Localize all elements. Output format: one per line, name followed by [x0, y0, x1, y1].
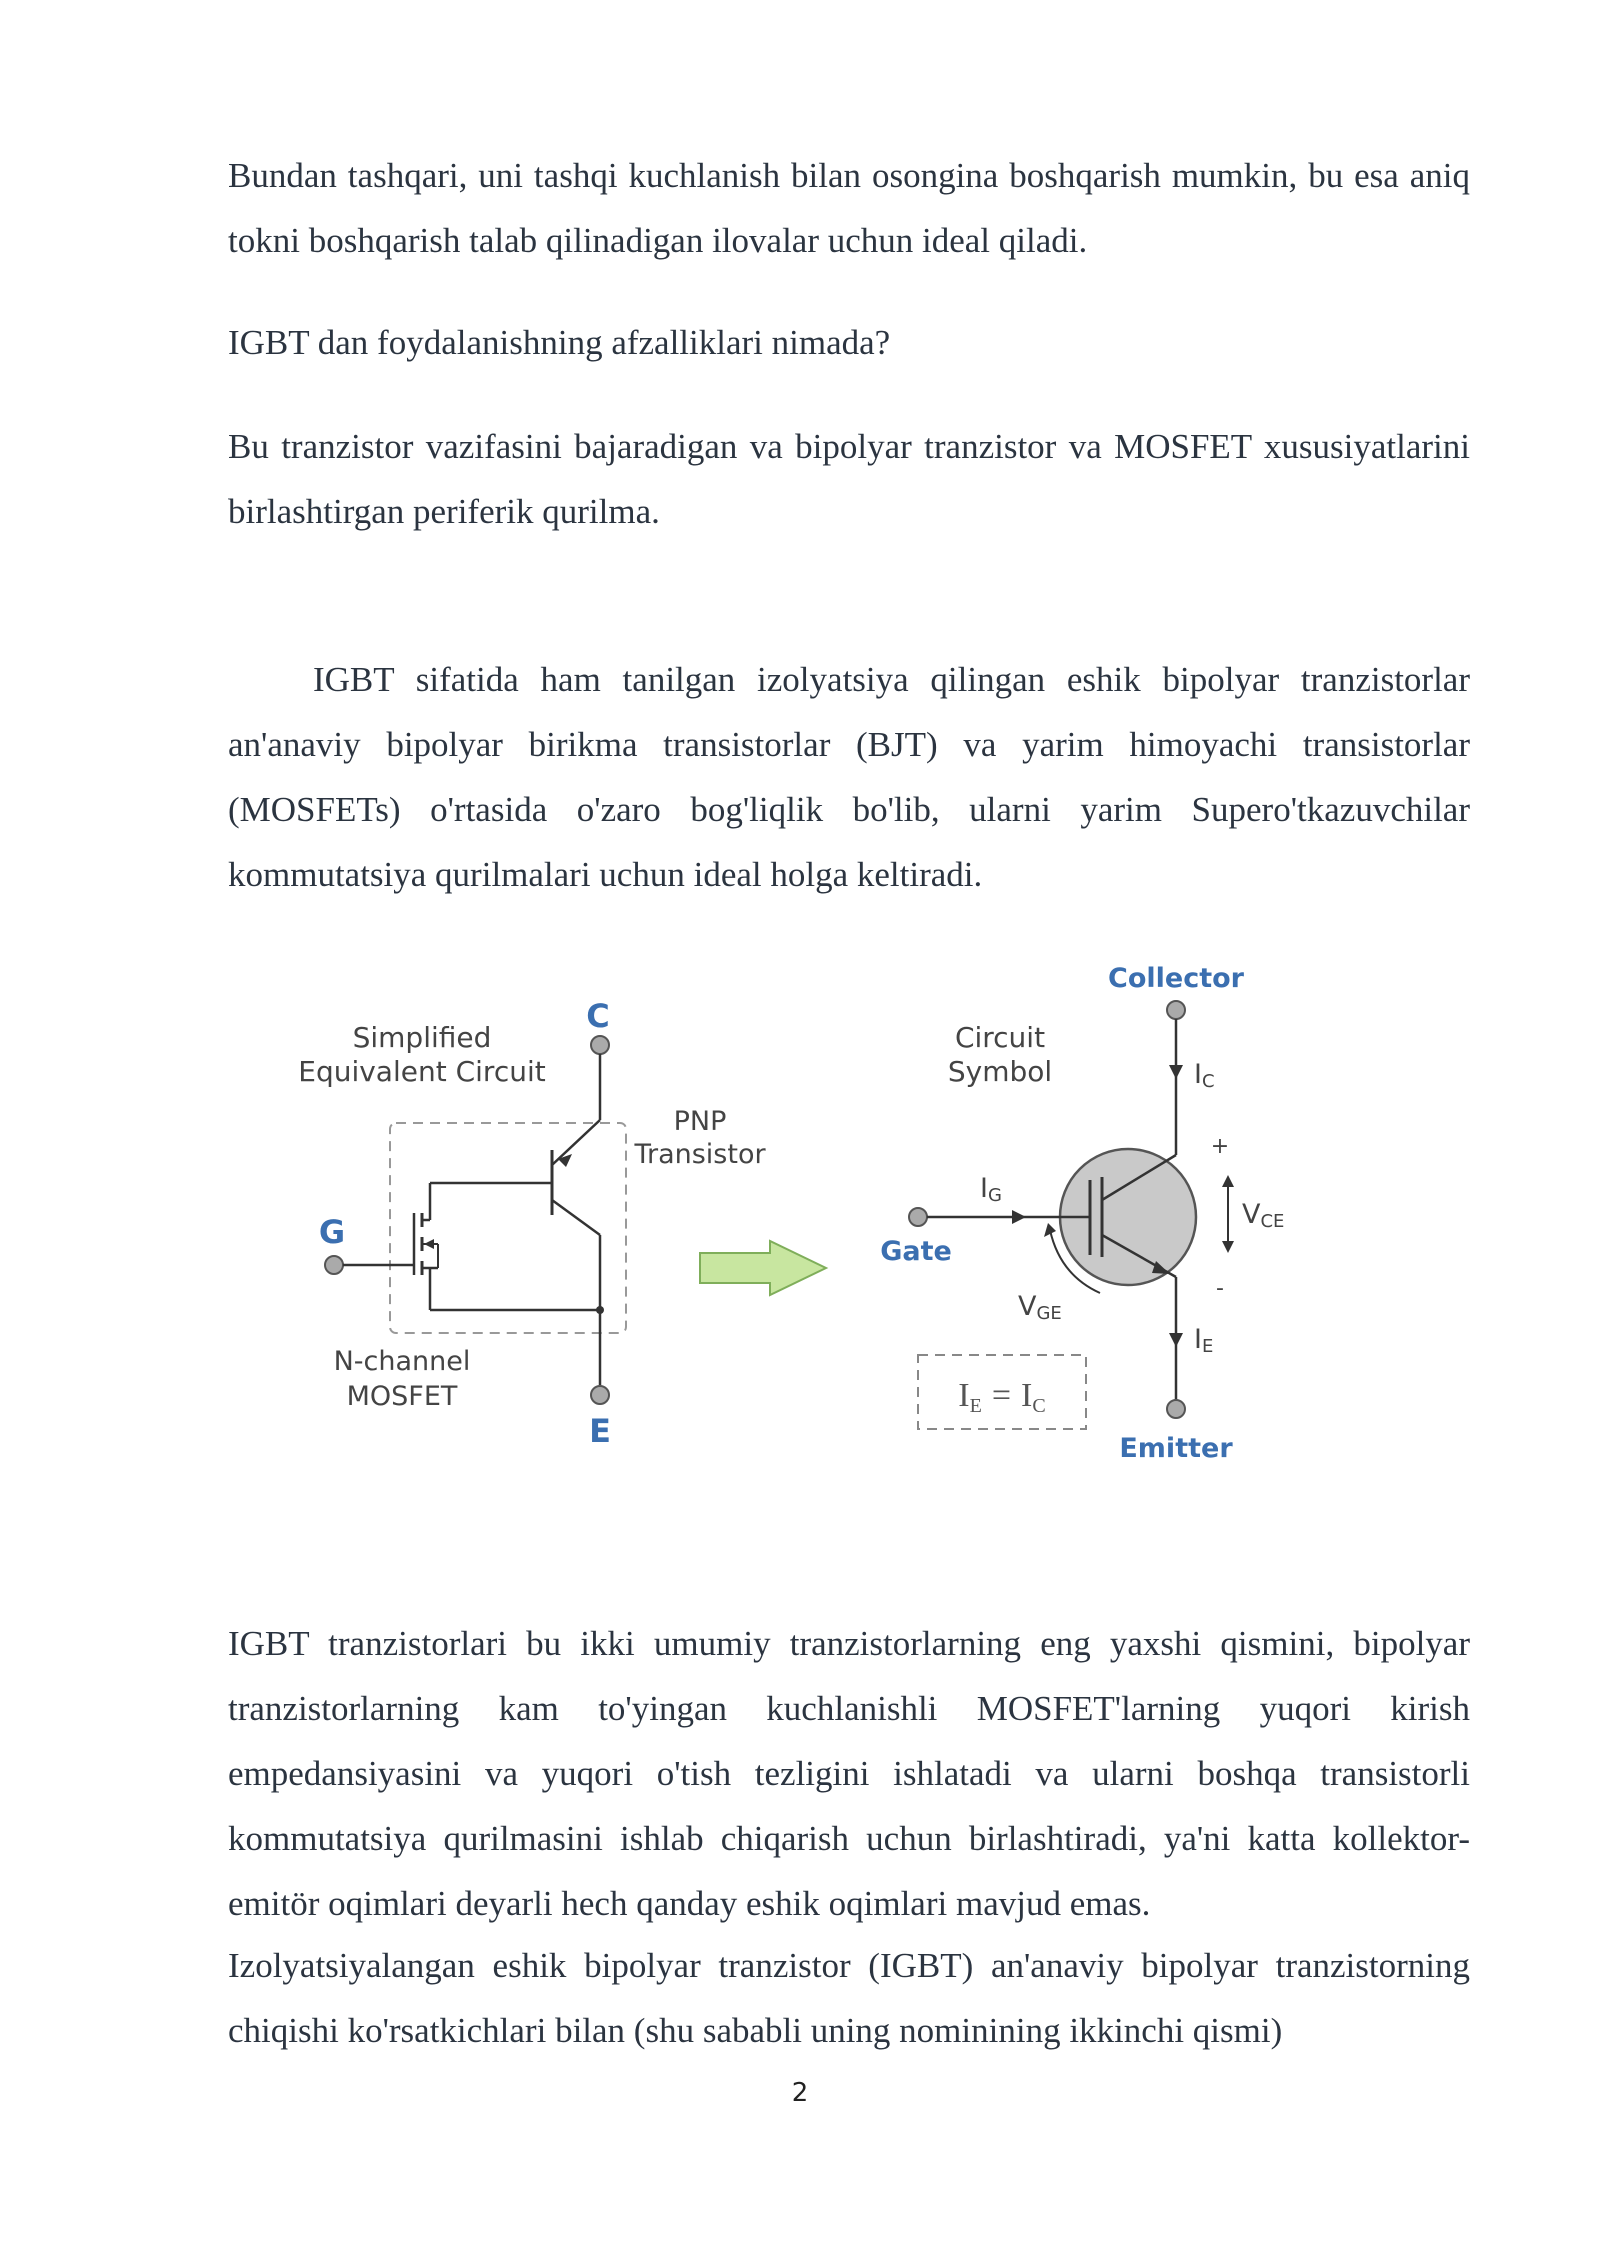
ie-arrow-icon: [1169, 1333, 1183, 1347]
paragraph-6: Izolyatsiyalangan eshik bipolyar tranzistor (IGBT) an'anaviy bipolyar tranzistorning chiqishi ko'rsatkichlari bilan (shu sababli uning nominining ikkinchi qismi): [228, 1946, 1470, 2050]
emitter-dot: [1167, 1400, 1185, 1418]
pnp-emitter-leg: [552, 1120, 600, 1165]
mosfet-label-line2: MOSFET: [346, 1381, 458, 1412]
ie-label: IE: [1194, 1324, 1214, 1357]
equation-text: IE = IC: [958, 1377, 1046, 1417]
emitter-label: Emitter: [1119, 1433, 1233, 1464]
circuit-symbol-title-line2: Symbol: [947, 1055, 1053, 1088]
pnp-collector-leg: [552, 1200, 600, 1235]
pnp-label-line2: Transistor: [634, 1139, 766, 1170]
terminal-e-dot: [591, 1386, 609, 1404]
paragraph-3: Bu tranzistor vazifasini bajaradigan va bipolyar tranzistor va MOSFET xususiyatlarini birlashtirgan periferik qurilma.: [228, 427, 1470, 531]
vce-label: VCE: [1242, 1199, 1285, 1232]
ig-label: IG: [980, 1173, 1002, 1206]
gate-dot: [909, 1208, 927, 1226]
terminal-c-dot: [591, 1036, 609, 1054]
collector-label: Collector: [1108, 963, 1244, 994]
mosfet-arrow-icon: [424, 1239, 434, 1249]
terminal-c-label: C: [586, 997, 610, 1035]
pnp-label-line1: PNP: [673, 1106, 727, 1137]
terminal-g-label: G: [318, 1213, 346, 1251]
ic-label: IC: [1194, 1059, 1215, 1092]
collector-dot: [1167, 1001, 1185, 1019]
igbt-diagram: [290, 955, 1310, 1495]
vce-minus-sign: -: [1216, 1276, 1224, 1301]
paragraph-question: IGBT dan foydalanishning afzalliklari nimada?: [228, 323, 891, 362]
gate-label: Gate: [880, 1236, 952, 1267]
ic-arrow-icon: [1169, 1065, 1183, 1079]
igbt-figure: [290, 955, 1310, 1495]
vge-arrow-icon: [1044, 1223, 1056, 1237]
equivalent-circuit-title-line2: Equivalent Circuit: [298, 1055, 546, 1088]
vce-plus-sign: +: [1210, 1134, 1230, 1159]
vge-label: VGE: [1018, 1291, 1062, 1324]
terminal-g-dot: [325, 1256, 343, 1274]
vce-up-arrow-icon: [1222, 1175, 1234, 1187]
page-number: 2: [791, 2078, 809, 2108]
mosfet-label-line1: N-channel: [333, 1346, 471, 1377]
vce-down-arrow-icon: [1222, 1241, 1234, 1253]
equivalent-circuit-title-line1: Simplified: [352, 1021, 492, 1054]
paragraph-1: Bundan tashqari, uni tashqi kuchlanish bilan osongina boshqarish mumkin, bu esa aniq tokni boshqarish talab qilinadigan ilovalar uchun ideal qiladi.: [228, 156, 1470, 260]
terminal-e-label: E: [589, 1412, 611, 1450]
paragraph-5: IGBT tranzistorlari bu ikki umumiy tranzistorlarning eng yaxshi qismini, bipolyar tranzistorlarning kam to'yingan kuchlanishli MOSFET'larning yuqori kirish empedansiyasini va yuqori o'tish tezligini ishlatadi va ularni boshqa transistorli kommutatsiya qurilmasini ishlab chiqarish uchun birlashtiradi, ya'ni katta kollektor-emitör oqimlari deyarli hech qanday eshik oqimlari mavjud emas.: [228, 1624, 1470, 1923]
green-arrow-icon: [700, 1241, 826, 1295]
paragraph-4: IGBT sifatida ham tanilgan izolyatsiya qilingan eshik bipolyar tranzistorlar an'anaviy bipolyar birikma transistorlar (BJT) va yarim himoyachi transistorlar (MOSFETs) o'rtasida o'zaro bog'liqlik bo'lib, ularni yarim Supero'tkazuvchilar kommutatsiya qurilmalari uchun ideal holga keltiradi.: [228, 660, 1470, 894]
circuit-symbol-title-line1: Circuit: [954, 1021, 1046, 1054]
ig-arrow-icon: [1012, 1210, 1026, 1224]
